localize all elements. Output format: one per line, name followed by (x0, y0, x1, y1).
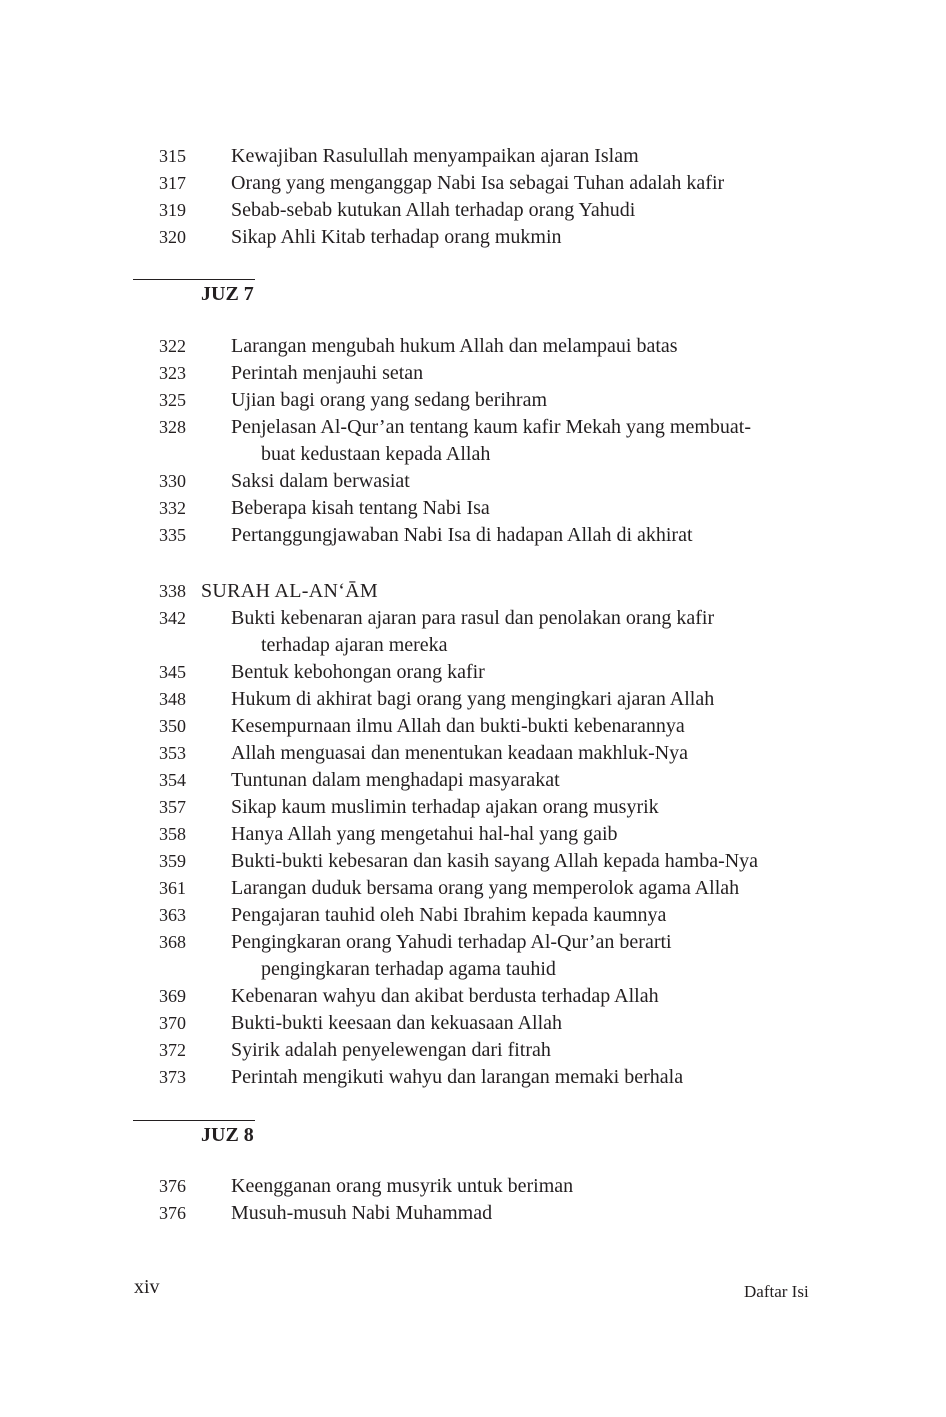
toc-entry-title: Perintah mengikuti wahyu dan larangan memaki berhala (231, 1066, 684, 1088)
surah-title: SURAH AL-AN‘ĀM (201, 580, 378, 602)
toc-page-number: 342 (159, 608, 186, 628)
toc-section-b (0, 333, 946, 549)
toc-entry[interactable] (0, 983, 946, 1010)
toc-entry-title: Kebenaran wahyu dan akibat berdusta terhadap Allah (231, 985, 659, 1007)
toc-entry[interactable] (0, 929, 946, 983)
toc-entry[interactable] (0, 468, 946, 495)
toc-page-number: 345 (159, 662, 186, 682)
toc-page-number: 338 (159, 581, 186, 601)
toc-entry[interactable] (0, 495, 946, 522)
juz-rule (133, 279, 255, 280)
toc-page-number: 328 (159, 417, 186, 437)
toc-entry[interactable] (0, 740, 946, 767)
juz-label: JUZ 8 (201, 1124, 254, 1146)
toc-entry-title: Hukum di akhirat bagi orang yang mengingkari ajaran Allah (231, 688, 715, 710)
toc-entry-title: Orang yang menganggap Nabi Isa sebagai Tuhan adalah kafir (231, 172, 725, 194)
toc-page-number: 350 (159, 716, 186, 736)
toc-page-number: 363 (159, 905, 186, 925)
toc-entry-title: Sebab-sebab kutukan Allah terhadap orang Yahudi (231, 199, 636, 221)
toc-page-number: 357 (159, 797, 186, 817)
toc-entry-title: Pertanggungjawaban Nabi Isa di hadapan Allah di akhirat (231, 524, 693, 546)
toc-page-number: 335 (159, 525, 186, 545)
toc-entry[interactable] (0, 197, 946, 224)
toc-page-number: 361 (159, 878, 186, 898)
toc-page-number: 376 (159, 1203, 186, 1223)
toc-page-number: 373 (159, 1067, 186, 1087)
toc-entry-title-continued: terhadap ajaran mereka (261, 634, 448, 656)
surah-entry[interactable] (0, 578, 946, 605)
toc-entry-title: Hanya Allah yang mengetahui hal-hal yang gaib (231, 823, 618, 845)
toc-entry[interactable] (0, 387, 946, 414)
toc-page-number: 369 (159, 986, 186, 1006)
toc-entry-title: Sikap Ahli Kitab terhadap orang mukmin (231, 226, 562, 248)
toc-page-number: 315 (159, 146, 186, 166)
toc-page-number: 332 (159, 498, 186, 518)
juz-heading (0, 1120, 946, 1160)
toc-entry-title-continued: pengingkaran terhadap agama tauhid (261, 958, 556, 980)
toc-entry-title: Beberapa kisah tentang Nabi Isa (231, 497, 490, 519)
toc-entry[interactable] (0, 1064, 946, 1091)
toc-entry[interactable] (0, 875, 946, 902)
surah-heading (0, 578, 946, 605)
toc-entry-title: Sikap kaum muslimin terhadap ajakan orang musyrik (231, 796, 659, 818)
toc-entry[interactable] (0, 848, 946, 875)
toc-entry-title: Bentuk kebohongan orang kafir (231, 661, 485, 683)
toc-entry[interactable] (0, 1010, 946, 1037)
toc-page-number: 353 (159, 743, 186, 763)
toc-entry[interactable] (0, 414, 946, 468)
toc-entry[interactable] (0, 360, 946, 387)
footer-page-number: xiv (134, 1276, 160, 1298)
toc-entry[interactable] (0, 794, 946, 821)
toc-entry-title: Saksi dalam berwasiat (231, 470, 410, 492)
toc-page-number: 376 (159, 1176, 186, 1196)
toc-page-number: 320 (159, 227, 186, 247)
toc-page-number: 370 (159, 1013, 186, 1033)
toc-section-d (0, 1173, 946, 1227)
toc-entry-title: Kesempurnaan ilmu Allah dan bukti-bukti kebenarannya (231, 715, 685, 737)
toc-entry-title: Bukti-bukti kebesaran dan kasih sayang Allah kepada hamba-Nya (231, 850, 759, 872)
toc-entry-title: Perintah menjauhi setan (231, 362, 424, 384)
toc-entry[interactable] (0, 767, 946, 794)
toc-page-number: 358 (159, 824, 186, 844)
toc-entry-title: Bukti-bukti keesaan dan kekuasaan Allah (231, 1012, 563, 1034)
toc-entry-title: Bukti kebenaran ajaran para rasul dan penolakan orang kafir (231, 607, 715, 629)
toc-page-number: 330 (159, 471, 186, 491)
toc-page-number: 354 (159, 770, 186, 790)
toc-entry[interactable] (0, 1200, 946, 1227)
toc-page-number: 317 (159, 173, 186, 193)
toc-page-number: 348 (159, 689, 186, 709)
toc-entry-title: Pengajaran tauhid oleh Nabi Ibrahim kepada kaumnya (231, 904, 667, 926)
toc-page-number: 319 (159, 200, 186, 220)
toc-entry[interactable] (0, 686, 946, 713)
juz-label: JUZ 7 (201, 283, 254, 305)
juz-heading (0, 279, 946, 319)
juz-rule (133, 1120, 255, 1121)
toc-entry[interactable] (0, 333, 946, 360)
toc-entry[interactable] (0, 170, 946, 197)
toc-entry[interactable] (0, 224, 946, 251)
toc-entry[interactable] (0, 1037, 946, 1064)
toc-entry[interactable] (0, 1173, 946, 1200)
toc-entry-title: Kewajiban Rasulullah menyampaikan ajaran Islam (231, 145, 639, 167)
toc-entry-title: Larangan duduk bersama orang yang memperolok agama Allah (231, 877, 740, 899)
toc-entry-title: Penjelasan Al-Qur’an tentang kaum kafir Mekah yang membuat- (231, 416, 752, 438)
toc-entry[interactable] (0, 713, 946, 740)
toc-entry[interactable] (0, 902, 946, 929)
toc-entry[interactable] (0, 605, 946, 659)
toc-entry-title: Pengingkaran orang Yahudi terhadap Al-Qur’an berarti (231, 931, 672, 953)
toc-page-number: 325 (159, 390, 186, 410)
toc-entry-title: Keengganan orang musyrik untuk beriman (231, 1175, 574, 1197)
toc-entry-title: Larangan mengubah hukum Allah dan melampaui batas (231, 335, 678, 357)
toc-page-number: 359 (159, 851, 186, 871)
toc-page-number: 368 (159, 932, 186, 952)
toc-entry-title: Ujian bagi orang yang sedang berihram (231, 389, 548, 411)
toc-page-number: 323 (159, 363, 186, 383)
toc-entry-title: Allah menguasai dan menentukan keadaan makhluk-Nya (231, 742, 689, 764)
toc-entry[interactable] (0, 522, 946, 549)
toc-entry-title: Musuh-musuh Nabi Muhammad (231, 1202, 493, 1224)
toc-entry[interactable] (0, 659, 946, 686)
toc-entry-title: Tuntunan dalam menghadapi masyarakat (231, 769, 560, 791)
toc-entry-title-continued: buat kedustaan kepada Allah (261, 443, 491, 465)
toc-page-number: 372 (159, 1040, 186, 1060)
toc-entry-title: Syirik adalah penyelewengan dari fitrah (231, 1039, 551, 1061)
toc-page-number: 322 (159, 336, 186, 356)
toc-entry[interactable] (0, 143, 946, 170)
toc-section-c (0, 605, 946, 1091)
footer-running-title: Daftar Isi (744, 1282, 809, 1301)
toc-entry[interactable] (0, 821, 946, 848)
toc-section-a (0, 143, 946, 251)
